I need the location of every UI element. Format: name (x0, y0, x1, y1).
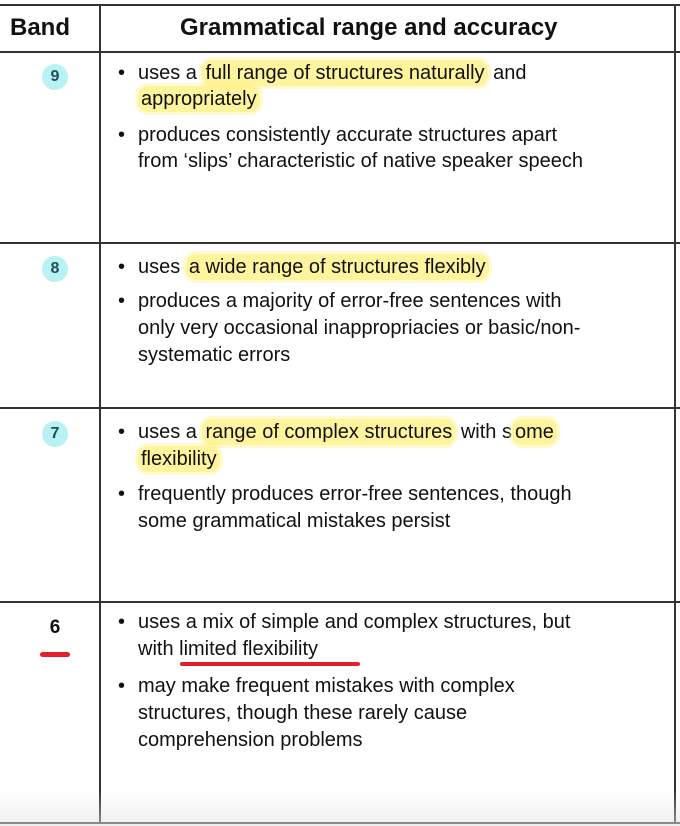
band-6-label: 6 (49, 617, 61, 638)
column-divider (99, 4, 101, 824)
row-divider (0, 407, 680, 409)
descriptor-line: systematic errors (138, 344, 291, 366)
highlighted-phrase: appropriately (138, 86, 260, 112)
descriptor-bullet (118, 288, 658, 368)
descriptor-text: uses (138, 256, 186, 278)
bullet-dot: • (118, 611, 126, 633)
highlighted-phrase: ome (512, 419, 557, 445)
descriptor-line: frequently produces error-free sentences, though (138, 483, 572, 505)
red-annotation-dash (40, 652, 70, 657)
descriptor-text: with s (455, 421, 512, 443)
descriptor-text: uses a (138, 421, 203, 443)
bullet-dot: • (118, 421, 126, 443)
descriptor-text: with (138, 638, 180, 660)
descriptor-bullet (118, 254, 658, 284)
descriptor-line: may make frequent mistakes with complex (138, 675, 515, 697)
descriptor-line: uses a mix of simple and complex structures, but (138, 611, 571, 633)
descriptor-bullet (118, 122, 658, 178)
descriptor-line: comprehension problems (138, 729, 363, 751)
highlighted-phrase: range of complex structures (202, 419, 455, 445)
descriptor-line: some grammatical mistakes persist (138, 510, 451, 532)
descriptor-line: produces a majority of error-free sentences with (138, 290, 562, 312)
underlined-phrase: limited flexibility (179, 638, 319, 660)
bullet-dot: • (118, 62, 126, 84)
page-bottom-shadow (0, 790, 680, 826)
header-bottom-border (0, 51, 680, 53)
band-column-header: Band (10, 14, 70, 41)
highlighted-phrase: flexibility (138, 446, 220, 472)
highlighted-phrase: a wide range of structures flexibly (186, 254, 489, 280)
band-7-label: 7 (42, 421, 68, 447)
descriptor-bullet (118, 609, 658, 665)
descriptor-bullet (118, 419, 658, 475)
descriptor-line (138, 636, 318, 662)
criterion-column-header: Grammatical range and accuracy (180, 14, 558, 41)
descriptor-text: and (487, 62, 527, 84)
row-divider (0, 242, 680, 244)
descriptor-bullet (118, 481, 658, 537)
highlighted-phrase: full range of structures naturally (202, 60, 487, 86)
descriptor-line: structures, though these rarely cause (138, 702, 468, 724)
descriptor-line: from ‘slips’ characteristic of native speaker speech (138, 150, 583, 172)
bullet-dot: • (118, 124, 126, 146)
bullet-dot: • (118, 256, 126, 278)
table-top-border (0, 4, 680, 6)
descriptor-line (138, 446, 220, 472)
band-9-label: 9 (42, 64, 68, 90)
descriptor-line (138, 60, 526, 86)
descriptor-line: only very occasional inappropriacies or basic/non- (138, 317, 581, 339)
descriptor-bullet (118, 60, 658, 116)
band-8-label: 8 (42, 256, 68, 282)
descriptor-line (138, 419, 557, 445)
bullet-dot: • (118, 483, 126, 505)
table-right-border (674, 4, 676, 824)
red-underline-annotation (180, 662, 360, 666)
bullet-dot: • (118, 675, 126, 697)
bullet-dot: • (118, 290, 126, 312)
descriptor-line: produces consistently accurate structures apart (138, 124, 558, 146)
descriptor-line (138, 86, 260, 112)
descriptor-text: uses a (138, 62, 203, 84)
descriptor-line (138, 254, 489, 280)
descriptor-bullet (118, 673, 658, 753)
row-divider (0, 601, 680, 603)
